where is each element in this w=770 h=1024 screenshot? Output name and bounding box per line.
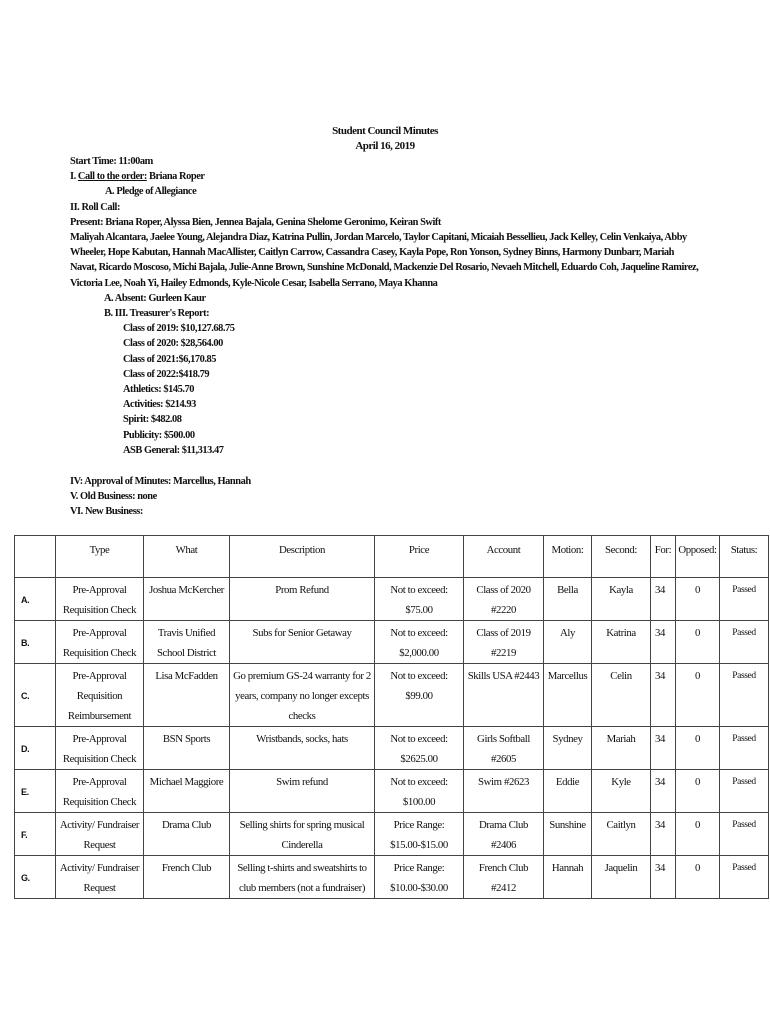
opposed-cell: 0 (676, 856, 720, 899)
type-cell: Activity/ Fundraiser Request (56, 813, 144, 856)
column-header: Price (375, 536, 464, 578)
present-list: Present: Briana Roper, Alyssa Bien, Jennea Bajala, Genina Shelome Geronimo, Keiran Swift (70, 216, 441, 228)
opposed-cell: 0 (676, 664, 720, 727)
document-header (0, 124, 770, 154)
column-header: Account (464, 536, 544, 578)
account-cell: Skills USA #2443 (464, 664, 544, 727)
description-cell: Prom Refund (230, 578, 375, 621)
absent-line: A. Absent: Gurleen Kaur (104, 292, 206, 304)
column-header: Type (56, 536, 144, 578)
opposed-cell: 0 (676, 578, 720, 621)
what-cell: Michael Maggiore (144, 770, 230, 813)
treasurer-report-heading: B. III. Treasurer's Report: (104, 308, 210, 320)
call-to-order (70, 169, 700, 184)
type-cell: Pre-Approval Requisition Check (56, 621, 144, 664)
price-cell: Not to exceed: $2,000.00 (375, 621, 464, 664)
table-row (15, 621, 769, 664)
table-row (15, 770, 769, 813)
status-cell: Passed (720, 856, 769, 899)
for-cell: 34 (651, 578, 676, 621)
column-header: What (144, 536, 230, 578)
type-cell: Pre-Approval Requisition Check (56, 770, 144, 813)
document-date: April 16, 2019 (355, 140, 415, 152)
price-cell: Price Range: $10.00-$30.00 (375, 856, 464, 899)
what-cell: French Club (144, 856, 230, 899)
row-label: E. (15, 770, 56, 813)
column-header: Opposed: (676, 536, 720, 578)
pledge-of-allegiance: A. Pledge of Allegiance (105, 186, 197, 198)
members-list: Maliyah Alcantara, Jaelee Young, Alejandra Diaz, Katrina Pullin, Jordan Marcelo, Taylor Capitani, Micaiah Bessellieu, Jack Kelley, Celin Venkaiya, Abby Wheeler, Hope Kabutan, Hannah MacAllister, Caitlyn Carrow, Cassandra Casey, Kayla Pope, Ron Yonson, Sydney Binns, Harmony Dunbarr, Mariah Navat, Ricardo Moscoso, Michi Bajala, Julie-Anne Brown, Sunshine McDonald, Mackenzie Del Rosario, Nevaeh Mitchell, Eduardo Coh, Jaqueline Ramirez, Victoria Lee, Noah Yi, Hailey Edmonds, Kyle-Nicole Cesar, Isabella Serrano, Maya Khanna (70, 232, 699, 289)
call-to-order-name: Briana Roper (149, 171, 205, 183)
price-cell: Not to exceed: $99.00 (375, 664, 464, 727)
description-cell: Swim refund (230, 770, 375, 813)
motion-cell: Hannah (544, 856, 592, 899)
opposed-cell: 0 (676, 727, 720, 770)
description-cell: Selling shirts for spring musical Cinderella (230, 813, 375, 856)
new-business-table (14, 535, 769, 899)
what-cell: Drama Club (144, 813, 230, 856)
for-cell: 34 (651, 727, 676, 770)
balance-item: Athletics: $145.70 (123, 384, 194, 396)
second-cell: Kayla (592, 578, 651, 621)
status-cell: Passed (720, 770, 769, 813)
balance-item: ASB General: $11,313.47 (123, 444, 224, 456)
what-cell: Lisa McFadden (144, 664, 230, 727)
type-cell: Activity/ Fundraiser Request (56, 856, 144, 899)
row-label: G. (15, 856, 56, 899)
for-cell: 34 (651, 664, 676, 727)
for-cell: 34 (651, 813, 676, 856)
table-header-row (15, 536, 769, 578)
second-cell: Kyle (592, 770, 651, 813)
opposed-cell: 0 (676, 770, 720, 813)
for-cell: 34 (651, 856, 676, 899)
balance-item: Class of 2020: $28,564.00 (123, 338, 223, 350)
motion-cell: Sydney (544, 727, 592, 770)
balance-item: Class of 2019: $10,127.68.75 (123, 323, 235, 335)
account-cell: Class of 2020 #2220 (464, 578, 544, 621)
account-cell: Class of 2019 #2219 (464, 621, 544, 664)
second-cell: Jaquelin (592, 856, 651, 899)
spacer (70, 458, 700, 474)
second-cell: Caitlyn (592, 813, 651, 856)
new-business-heading: VI. New Business: (70, 506, 143, 518)
motion-cell: Eddie (544, 770, 592, 813)
description-cell: Wristbands, socks, hats (230, 727, 375, 770)
status-cell: Passed (720, 621, 769, 664)
call-to-order-number: I. (70, 171, 76, 183)
balance-item: Class of 2022:$418.79 (123, 368, 210, 380)
motion-cell: Sunshine (544, 813, 592, 856)
row-label: C. (15, 664, 56, 727)
column-header (15, 536, 56, 578)
what-cell: Joshua McKercher (144, 578, 230, 621)
status-cell: Passed (720, 727, 769, 770)
description-cell: Subs for Senior Getaway (230, 621, 375, 664)
price-cell: Price Range: $15.00-$15.00 (375, 813, 464, 856)
table-row (15, 578, 769, 621)
call-to-order-label: Call to the order: (77, 171, 147, 183)
motion-cell: Marcellus (544, 664, 592, 727)
column-header: For: (651, 536, 676, 578)
table-row (15, 813, 769, 856)
table-row (15, 664, 769, 727)
account-cell: Girls Softball #2605 (464, 727, 544, 770)
motion-cell: Bella (544, 578, 592, 621)
balance-item: Activities: $214.93 (123, 399, 196, 411)
what-cell: BSN Sports (144, 727, 230, 770)
minutes-body (70, 154, 700, 520)
account-cell: Swim #2623 (464, 770, 544, 813)
status-cell: Passed (720, 813, 769, 856)
price-cell: Not to exceed: $2625.00 (375, 727, 464, 770)
document-title: Student Council Minutes (332, 125, 438, 137)
row-label: D. (15, 727, 56, 770)
balance-item: Spirit: $482.08 (123, 414, 182, 426)
type-cell: Pre-Approval Requisition Reimbursement (56, 664, 144, 727)
second-cell: Mariah (592, 727, 651, 770)
for-cell: 34 (651, 621, 676, 664)
status-cell: Passed (720, 578, 769, 621)
balances-list (70, 321, 700, 458)
row-label: F. (15, 813, 56, 856)
row-label: B. (15, 621, 56, 664)
description-cell: Go premium GS-24 warranty for 2 years, company no longer excepts checks (230, 664, 375, 727)
status-cell: Passed (720, 664, 769, 727)
approval-of-minutes: IV: Approval of Minutes: Marcellus, Hannah (70, 476, 251, 488)
type-cell: Pre-Approval Requisition Check (56, 578, 144, 621)
account-cell: Drama Club #2406 (464, 813, 544, 856)
motion-cell: Aly (544, 621, 592, 664)
price-cell: Not to exceed: $75.00 (375, 578, 464, 621)
row-label: A. (15, 578, 56, 621)
type-cell: Pre-Approval Requisition Check (56, 727, 144, 770)
second-cell: Katrina (592, 621, 651, 664)
column-header: Second: (592, 536, 651, 578)
table-row (15, 856, 769, 899)
column-header: Description (230, 536, 375, 578)
balance-item: Class of 2021:$6,170.85 (123, 353, 216, 365)
roll-call-heading: II. Roll Call: (70, 201, 120, 213)
price-cell: Not to exceed: $100.00 (375, 770, 464, 813)
table-row (15, 727, 769, 770)
old-business: V. Old Business: none (70, 491, 157, 503)
account-cell: French Club #2412 (464, 856, 544, 899)
second-cell: Celin (592, 664, 651, 727)
column-header: Motion: (544, 536, 592, 578)
start-time: Start Time: 11:00am (70, 156, 153, 167)
description-cell: Selling t-shirts and sweatshirts to club members (not a fundraiser) (230, 856, 375, 899)
what-cell: Travis Unified School District (144, 621, 230, 664)
opposed-cell: 0 (676, 813, 720, 856)
balance-item: Publicity: $500.00 (123, 429, 195, 441)
opposed-cell: 0 (676, 621, 720, 664)
column-header: Status: (720, 536, 769, 578)
for-cell: 34 (651, 770, 676, 813)
